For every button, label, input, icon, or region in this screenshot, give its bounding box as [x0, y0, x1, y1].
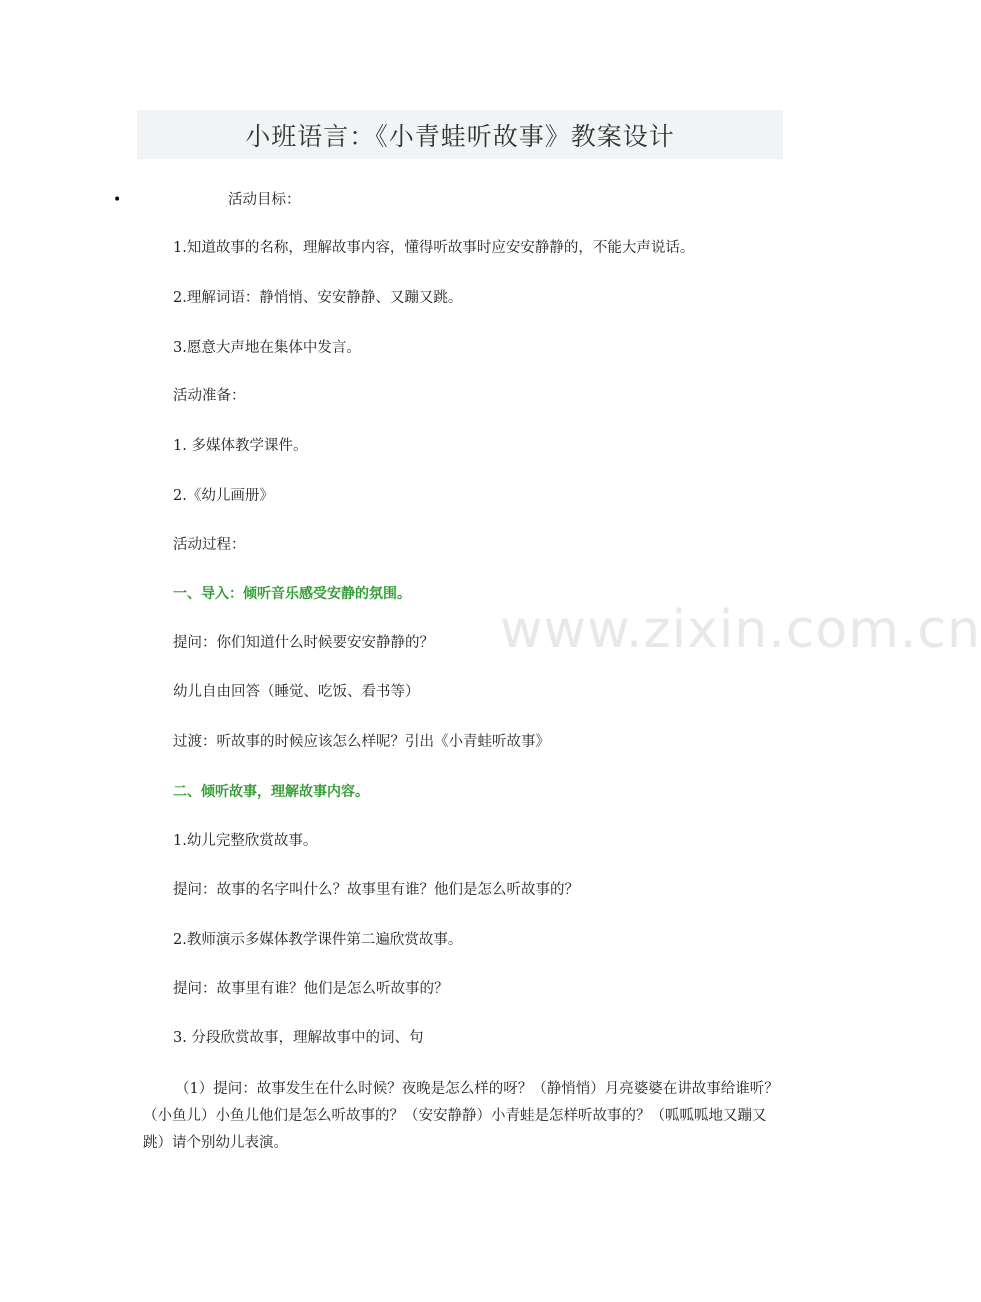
process-text: 提问：故事里有谁？他们是怎么听故事的？ [173, 981, 449, 997]
goal-item-1: 1.知道故事的名称，理解故事内容，懂得听故事时应安安静静的，不能大声说话。 [173, 240, 695, 256]
section-label-process: 活动过程： [173, 537, 246, 553]
process-text: 提问：故事的名字叫什么？故事里有谁？他们是怎么听故事的？ [173, 882, 579, 898]
process-text: 提问：你们知道什么时候要安安静静的？ [173, 635, 434, 651]
process-text: 2.教师演示多媒体教学课件第二遍欣赏故事。 [173, 932, 463, 948]
prep-item-1: 1. 多媒体教学课件。 [173, 438, 308, 454]
prep-item-2: 2.《幼儿画册》 [173, 488, 274, 504]
section-label-goals: 活动目标： [228, 192, 301, 208]
bullet-icon: • [113, 192, 122, 208]
process-text: 3. 分段欣赏故事，理解故事中的词、句 [173, 1030, 424, 1046]
title-band [137, 110, 783, 159]
document-title: 小班语言：《小青蛙听故事》教案设计 [245, 121, 675, 151]
process-text: 过渡：听故事的时候应该怎么样呢？引出《小青蛙听故事》 [173, 734, 550, 750]
goal-item-2: 2.理解词语：静悄悄、安安静静、又蹦又跳。 [173, 290, 463, 306]
section-label-preparation: 活动准备： [173, 388, 246, 404]
question-paragraph: （1）提问：故事发生在什么时候？夜晚是怎么样的呀？（静悄悄）月亮婆婆在讲故事给谁听？（小鱼儿）小鱼儿他们是怎么听故事的？（安安静静）小青蛙是怎样听故事的？（呱呱呱地又蹦又跳）请个别幼儿表演。 [143, 1081, 779, 1151]
process-heading-2: 二、倾听故事，理解故事内容。 [173, 784, 369, 800]
process-text: 1.幼儿完整欣赏故事。 [173, 833, 318, 849]
watermark: www.zixin.com.cn [500, 600, 981, 660]
goal-item-3: 3.愿意大声地在集体中发言。 [173, 340, 361, 356]
process-heading-1: 一、导入：倾听音乐感受安静的氛围。 [173, 586, 411, 602]
process-text: 幼儿自由回答（睡觉、吃饭、看书等） [173, 684, 420, 700]
